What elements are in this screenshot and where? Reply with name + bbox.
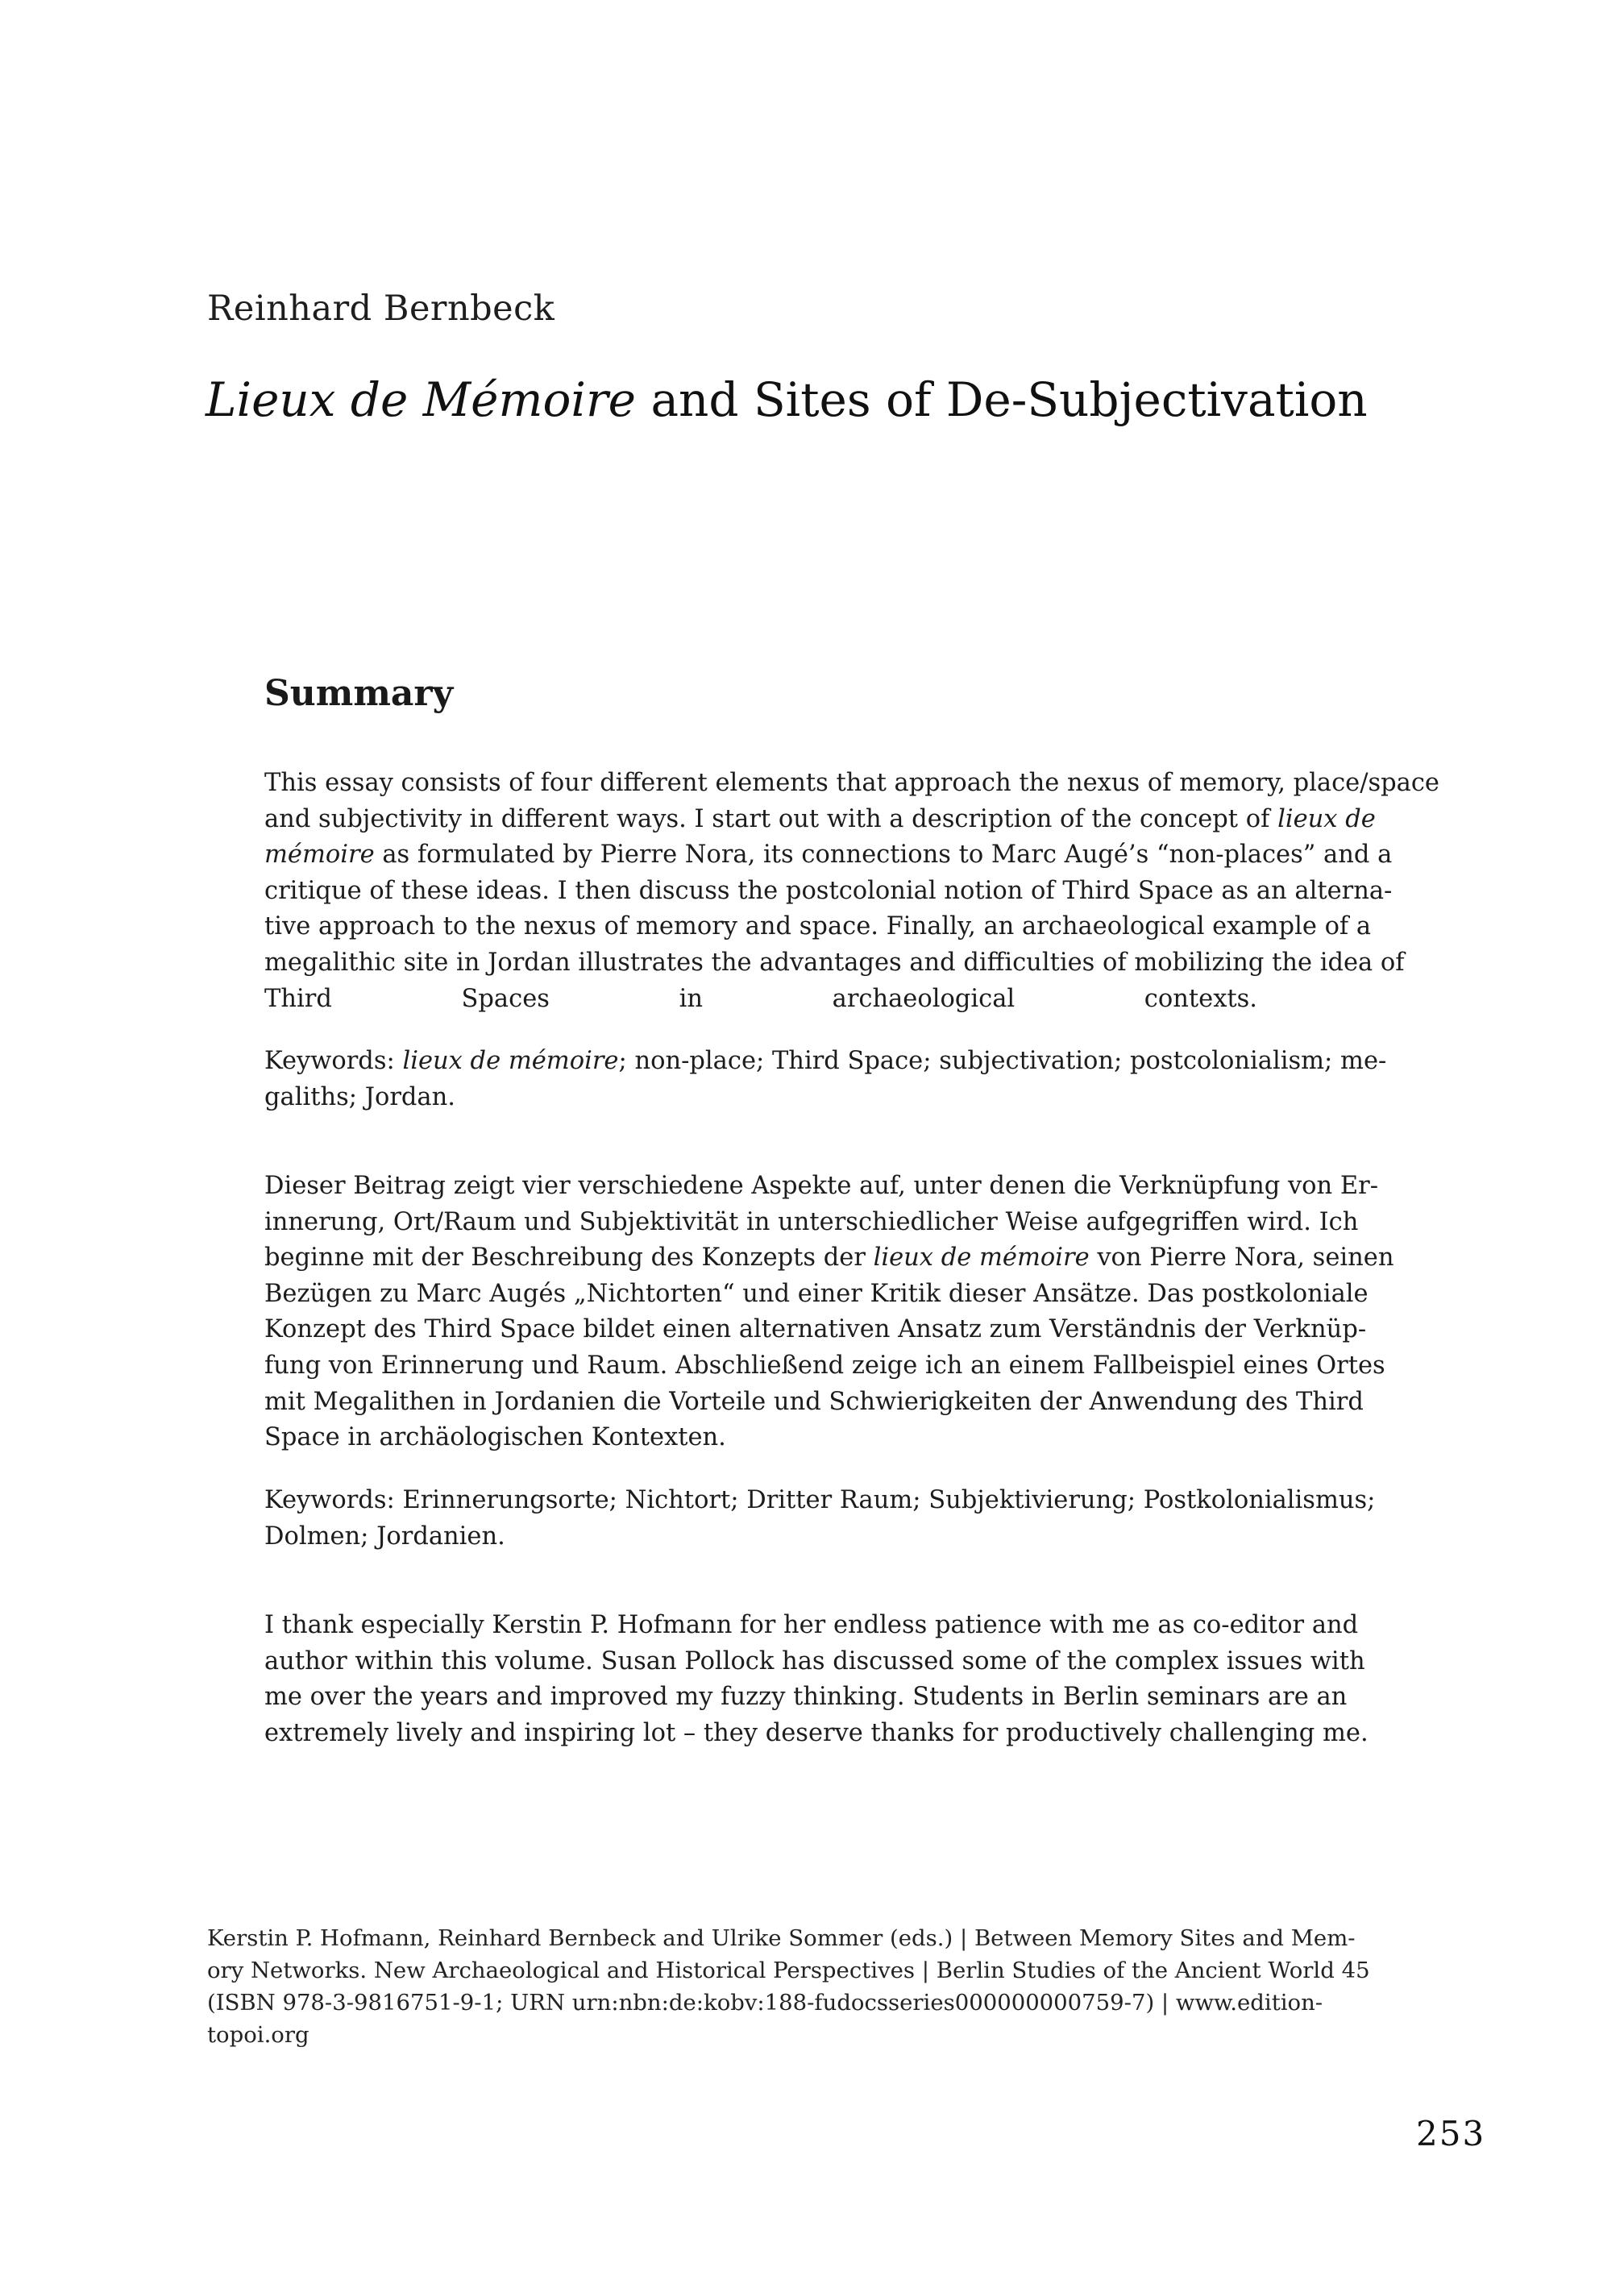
keywords-en-line <box>264 1044 1387 1080</box>
abstract-en-line: tive approach to the nexus of memory and space. Finally, an archaeological example of a <box>264 912 1372 941</box>
keywords-german <box>264 1483 1376 1555</box>
abstract-de-line: Dieser Beitrag zeigt vier verschiedene Aspekte auf, unter denen die Verknüpfung von Er- <box>264 1172 1379 1200</box>
keywords-english <box>264 1044 1387 1115</box>
abstract-german <box>264 1169 1394 1456</box>
page-number: 253 <box>1416 2114 1486 2153</box>
abstract-en-line: megalithic site in Jordan illustrates the advantages and difficulties of mobilizing the idea of <box>264 948 1405 977</box>
keywords-en-line: galiths; Jordan. <box>264 1082 455 1111</box>
keywords-italic: lieux de mémoire <box>402 1047 619 1075</box>
acknowledgement-line: me over the years and improved my fuzzy thinking. Students in Berlin seminars are an <box>264 1683 1348 1712</box>
keywords-de-line: Keywords: Erinnerungsorte; Nichtort; Dritter Raum; Subjektivierung; Postkolonialismus; <box>264 1486 1376 1514</box>
abstract-de-line: Konzept des Third Space bildet einen alternativen Ansatz zum Verständnis der Verknüp- <box>264 1315 1367 1344</box>
abstract-en-line <box>264 837 1393 874</box>
abstract-en-line <box>264 802 1376 838</box>
acknowledgement-line: I thank especially Kerstin P. Hofmann for her endless patience with me as co-editor and <box>264 1611 1359 1639</box>
abstract-en-line: Third Spaces in archaeological contexts. <box>264 984 1257 1013</box>
title-rest: and Sites of De-Subjectivation <box>636 372 1368 427</box>
abstract-en-line: critique of these ideas. I then discuss the postcolonial notion of Third Space as an alterna- <box>264 876 1393 905</box>
abstract-de-text: von Pierre Nora, seinen <box>1089 1244 1394 1273</box>
abstract-de-text: beginne mit der Beschreibung des Konzepts der <box>264 1244 874 1273</box>
acknowledgement <box>264 1608 1369 1751</box>
abstract-de-line: innerung, Ort/Raum und Subjektivität in unterschiedlicher Weise aufgegriffen wird. Ich <box>264 1207 1359 1236</box>
citation-footer <box>207 1922 1370 2051</box>
title-italic-part: Lieux de Mémoire <box>206 372 637 427</box>
abstract-de-line <box>264 1240 1394 1277</box>
keywords-de-line: Dolmen; Jordanien. <box>264 1522 505 1551</box>
abstract-en-italic: mémoire <box>264 841 375 870</box>
footer-line: topoi.org <box>207 2022 309 2048</box>
summary-heading: Summary <box>264 673 454 714</box>
abstract-de-line: fung von Erinnerung und Raum. Abschließend zeige ich an einem Fallbeispiel eines Ortes <box>264 1351 1385 1380</box>
author-name: Reinhard Bernbeck <box>207 289 555 329</box>
keywords-prefix: Keywords: <box>264 1047 403 1075</box>
footer-line: (ISBN 978-3-9816751-9-1; URN urn:nbn:de:kobv:188-fudocsseries000000000759-7) | www.edition- <box>207 1990 1323 2016</box>
acknowledgement-line: extremely lively and inspiring lot – they deserve thanks for productively challenging me. <box>264 1718 1369 1747</box>
abstract-de-line: Bezügen zu Marc Augés „Nichtorten“ und einer Kritik dieser Ansätze. Das postkoloniale <box>264 1279 1369 1308</box>
footer-line: Kerstin P. Hofmann, Reinhard Bernbeck and Ulrike Sommer (eds.) | Between Memory Sites and Mem- <box>207 1925 1356 1951</box>
abstract-en-text: and subjectivity in different ways. I start out with a description of the concept of <box>264 804 1270 833</box>
abstract-de-line: mit Megalithen in Jordanien die Vorteile und Schwierigkeiten der Anwendung des Third <box>264 1387 1364 1416</box>
abstract-english <box>264 766 1439 1017</box>
keywords-en-text: ; non-place; Third Space; subjectivation; postcolonialism; me- <box>618 1047 1387 1075</box>
abstract-en-italic: lieux de <box>1277 804 1376 833</box>
article-title <box>206 372 1368 427</box>
acknowledgement-line: author within this volume. Susan Pollock has discussed some of the complex issues with <box>264 1646 1365 1675</box>
footer-line: ory Networks. New Archaeological and Historical Perspectives | Berlin Studies of the Ancient World 45 <box>207 1958 1370 1983</box>
abstract-en-line: This essay consists of four different elements that approach the nexus of memory, place/space <box>264 769 1439 797</box>
abstract-en-text: as formulated by Pierre Nora, its connections to Marc Augé’s “non-places” and a <box>374 841 1393 870</box>
abstract-de-line: Space in archäologischen Kontexten. <box>264 1423 726 1452</box>
abstract-de-italic: lieux de mémoire <box>873 1244 1090 1273</box>
